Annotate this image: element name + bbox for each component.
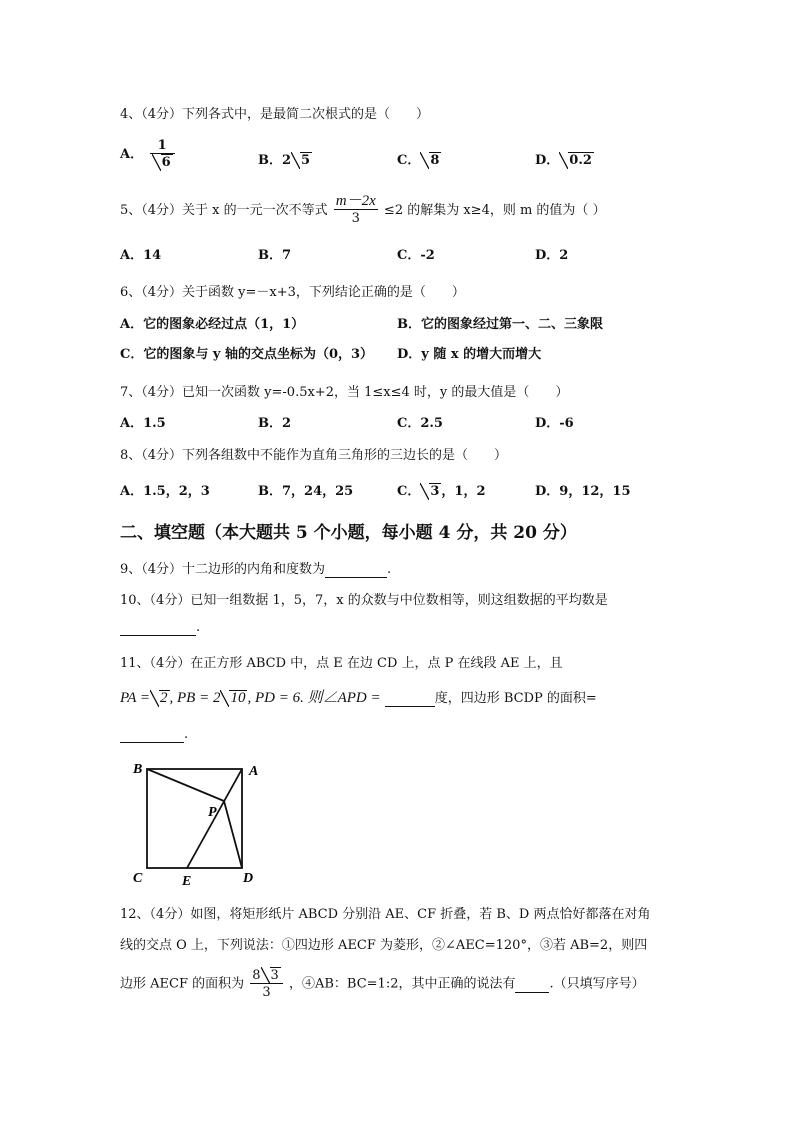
q9-stem: 9、（4分）十二边形的内角和度数为 . <box>120 562 392 577</box>
q12-line1: 12、（4分）如图，将矩形纸片 ABCD 分别沿 AE、CF 折叠，若 B、D 两点恰好都落在对角 <box>120 907 651 922</box>
q5-stem: 5、（4分）关于 x 的一元一次不等式 $\frac{m-2x}{3}$ ≤2 的解集为 x≥4，则 m 的值为（ ） <box>120 193 606 226</box>
q5-option-a: A．14 <box>120 248 162 263</box>
q12-blank[interactable] <box>515 977 549 993</box>
q8-option-a: A．1.5，2，3 <box>120 484 210 499</box>
label-c: C <box>133 871 143 886</box>
q11-line3: . <box>120 727 188 743</box>
segment-pd <box>224 801 242 868</box>
q12-line2: 线的交点 O 上，下列说法：①四边形 AECF 为菱形，②∠AEC=120°，③若 AB=2，则四 <box>120 938 648 953</box>
q4-option-b: B．2 5 <box>258 153 311 168</box>
q7-option-c: C．2.5 <box>397 416 443 431</box>
q7-option-d: D．-6 <box>535 416 574 431</box>
label-p: P <box>208 805 217 820</box>
section-title: 二、填空题（本大题共 5 个小题，每小题 4 分，共 20 分） <box>120 523 577 543</box>
q7-option-a: A．1.5 <box>120 416 166 431</box>
q9-blank[interactable] <box>325 562 387 578</box>
q7-stem: 7、（4分）已知一次函数 y=-0.5x+2，当 1≤x≤4 时，y 的最大值是（ ） <box>120 385 569 400</box>
q7-option-b: B．2 <box>258 416 292 431</box>
q6-option-c: C．它的图象与 y 轴的交点坐标为（0，3） <box>120 347 374 362</box>
q4-option-c: C． 8 <box>397 153 440 168</box>
q12-line3: 边形 AECF 的面积为 $\frac{8 3}{3}$ ，④AB：BC=1:2，其中正确的说法有 .（只填写序号） <box>120 968 645 1000</box>
q10-blank[interactable] <box>120 620 196 636</box>
q8-option-d: D．9，12，15 <box>535 484 631 499</box>
q11-area-blank[interactable] <box>120 727 184 743</box>
q10-stem: 10、（4分）已知一组数据 1，5，7，x 的众数与中位数相等，则这组数据的平均数是 <box>120 593 608 608</box>
q6-option-b: B．它的图象经过第一、二、三象限 <box>397 317 603 332</box>
label-d: D <box>243 871 254 886</box>
q6-stem: 6、（4分）关于函数 y=－x+3，下列结论正确的是（ ） <box>120 285 465 300</box>
q11-line2: PA = 2 , PB = 2 10 , PD = 6. 则∠APD = 度，四边形 BCDP 的面积= <box>120 690 597 706</box>
q10-answer-line: . <box>120 620 200 636</box>
q6-option-a: A．它的图象必经过点（1，1） <box>120 317 305 332</box>
label-a: A <box>249 764 259 779</box>
q5-option-d: D．2 <box>535 248 569 263</box>
q5-option-c: C．-2 <box>397 248 435 263</box>
label-e: E <box>182 874 192 888</box>
label-b: B <box>133 762 143 777</box>
q8-option-c: C． 3 ，1，2 <box>397 484 486 499</box>
q4-stem: 4、（4分）下列各式中，是最简二次根式的是（ ） <box>120 107 430 122</box>
q4-option-d: D． 0.2 <box>535 153 592 168</box>
q4-option-a: A． $\frac{1}{6}$ <box>120 138 177 171</box>
square-figure <box>125 758 265 888</box>
q11-angle-blank[interactable] <box>385 691 435 707</box>
q8-stem: 8、（4分）下列各组数中不能作为直角三角形的三边长的是（ ） <box>120 448 508 463</box>
q8-option-b: B．7，24，25 <box>258 484 354 499</box>
q5-option-b: B．7 <box>258 248 292 263</box>
segment-bp <box>147 769 224 801</box>
q6-option-d: D．y 随 x 的增大而增大 <box>397 347 542 362</box>
q11-line1: 11、（4分）在正方形 ABCD 中，点 E 在边 CD 上，点 P 在线段 AE 上，且 <box>120 656 563 671</box>
